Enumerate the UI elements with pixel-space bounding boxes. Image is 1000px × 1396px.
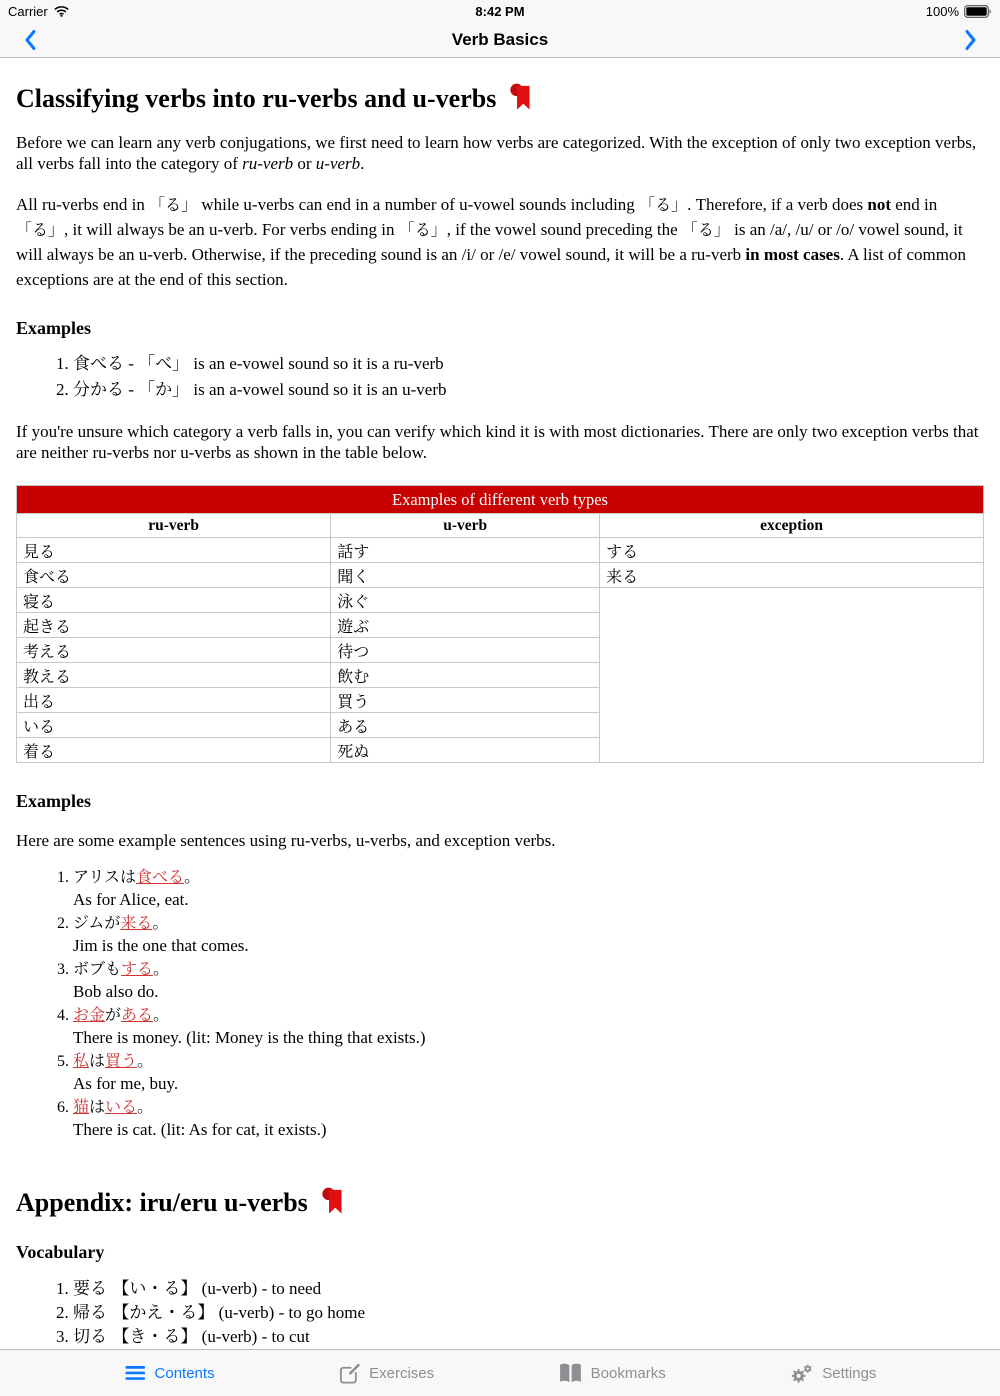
text-run: 。 <box>153 1005 170 1024</box>
text-run: in most cases <box>745 245 840 264</box>
dictionary-paragraph: If you're unsure which category a verb falls in, you can verify which kind it is with most dictionaries. There are only two exception verbs that are neither ru-verbs nor u-verbs as shown in the table below. <box>16 422 979 462</box>
table-cell: 出る <box>17 688 331 713</box>
clock-label: 8:42 PM <box>475 3 525 19</box>
jp-word-link[interactable]: お金 <box>73 1005 106 1024</box>
tab-settings[interactable] <box>789 1362 876 1385</box>
tab-exercises[interactable] <box>338 1362 434 1385</box>
text-run: All ru-verbs end in <box>16 195 150 214</box>
table-cell: 遊ぶ <box>331 613 600 638</box>
tab-bookmarks[interactable] <box>558 1362 666 1384</box>
table-cell: ある <box>331 713 600 738</box>
table-cell: 着る <box>17 738 331 763</box>
text-run: 。 <box>184 867 201 886</box>
jp-word-link[interactable]: 食べる <box>136 867 185 886</box>
text-run: 要る 【い・る】 <box>73 1279 198 1299</box>
text-run: 切る 【き・る】 <box>73 1327 198 1347</box>
translation: As for Alice, eat. <box>73 890 189 909</box>
text-run: 。 <box>137 1097 154 1116</box>
vocabulary-heading: Vocabulary <box>16 1242 105 1262</box>
bookmark-ribbon-icon[interactable] <box>321 1186 346 1216</box>
text-run: 。 <box>152 913 169 932</box>
list-item <box>73 351 984 377</box>
examples-heading-2: Examples <box>16 791 92 811</box>
text-run: 帰る 【かえ・る】 <box>73 1303 215 1323</box>
text-run: . Therefore, if a verb does <box>687 195 868 214</box>
text-run: 「る」 <box>398 220 447 239</box>
table-cell: 食べる <box>17 563 331 588</box>
section-heading-classifying <box>16 82 984 114</box>
text-run: 「る」 <box>149 195 198 214</box>
bookmark-ribbon-icon[interactable] <box>509 82 534 112</box>
contents-list-icon <box>124 1362 147 1384</box>
sentence-item <box>73 911 984 956</box>
table-cell: 聞く <box>331 563 600 588</box>
carrier-label: Carrier <box>8 3 48 19</box>
sentence-item <box>73 957 984 1002</box>
text-run: . <box>360 154 365 173</box>
translation: As for me, buy. <box>73 1074 179 1093</box>
list-item <box>73 377 984 403</box>
sentence-item <box>73 865 984 910</box>
sentence-item <box>73 1049 984 1094</box>
chevron-right-icon <box>964 30 977 50</box>
text-run: is an /a/, /u/ or /o/ vowel sound, it will always be an u-verb. Otherwise, if the preceding sound is an /i/ or /e/ vowel sound, it will be a ru-verb <box>16 220 963 264</box>
text-run: ボブも <box>73 959 122 978</box>
vocab-item <box>73 1301 984 1325</box>
text-run: while u-verbs can end in a number of u-vowel sounds including <box>197 195 640 214</box>
sentences-intro: Here are some example sentences using ru-verbs, u-verbs, and exception verbs. <box>16 831 556 850</box>
empty-exception-cell <box>600 588 984 763</box>
text-run: not <box>867 195 892 214</box>
jp-word-link[interactable]: する <box>121 959 154 978</box>
text-run: (u-verb) - to need <box>197 1279 322 1298</box>
vowel-example-list <box>16 351 984 403</box>
text-run: is an e-vowel sound so it is a ru-verb <box>189 354 444 373</box>
table-cell: 飲む <box>331 663 600 688</box>
compose-icon <box>338 1362 361 1385</box>
table-cell: 見る <box>17 538 331 563</box>
battery-percent-label: 100% <box>925 3 959 19</box>
page-title: Verb Basics <box>451 29 549 49</box>
jp-word-link[interactable]: ある <box>121 1005 154 1024</box>
tab-label: Settings <box>822 1364 877 1382</box>
table-cell: 死ぬ <box>331 738 600 763</box>
tab-label: Bookmarks <box>590 1364 666 1382</box>
text-run: 食べる <box>73 354 124 374</box>
vocab-item <box>73 1325 984 1349</box>
table-cell: 起きる <box>17 613 331 638</box>
text-run: or <box>293 154 316 173</box>
table-cell: する <box>600 538 984 563</box>
text-run: 分かる <box>73 380 124 400</box>
rules-paragraph <box>16 192 984 292</box>
back-button[interactable] <box>8 22 52 58</box>
content-area <box>0 58 1000 1349</box>
table-cell: 話す <box>331 538 600 563</box>
text-run: (u-verb) - to go home <box>214 1303 365 1322</box>
gears-icon <box>789 1362 814 1385</box>
text-run: 「べ」 <box>138 354 190 374</box>
section-heading-text: Classifying verbs into ru-verbs and u-verbs <box>16 84 497 113</box>
section-heading-appendix <box>16 1186 984 1218</box>
jp-word-link[interactable]: 買う <box>105 1051 138 1070</box>
table-cell: 寝る <box>17 588 331 613</box>
open-book-icon <box>558 1362 583 1384</box>
text-run: アリスは <box>73 867 137 886</box>
sentence-item <box>73 1095 984 1140</box>
jp-word-link[interactable]: いる <box>105 1097 138 1116</box>
table-cell: 教える <box>17 663 331 688</box>
text-run: 「か」 <box>138 380 190 400</box>
nav-bar <box>0 22 1000 58</box>
tab-label: Contents <box>154 1364 215 1382</box>
text-run: は <box>89 1051 106 1070</box>
text-run: - <box>124 380 139 399</box>
jp-word-link[interactable]: 猫 <box>73 1097 90 1116</box>
column-header-exception: exception <box>600 514 984 538</box>
table-header-row <box>17 514 984 538</box>
text-run: , if the vowel sound preceding the <box>446 220 682 239</box>
table-cell: 買う <box>331 688 600 713</box>
text-run: Before we can learn any verb conjugations, we first need to learn how verbs are categorized. With the exception of only two exception verbs, all verbs fall into the category of <box>16 133 977 173</box>
text-run: end in <box>891 195 938 214</box>
sentence-item <box>73 1003 984 1048</box>
text-run: 。 <box>153 959 170 978</box>
text-run: 「る」 <box>681 220 730 239</box>
text-run: 。 <box>137 1051 154 1070</box>
text-run: (u-verb) - to cut <box>197 1327 310 1346</box>
column-header-ru-verb: ru-verb <box>17 514 331 538</box>
verb-types-table <box>16 485 984 763</box>
text-run: ru-verb <box>242 154 294 173</box>
text-run: . A list of common exceptions are at the end of this section. <box>16 245 966 289</box>
status-bar <box>0 0 1000 22</box>
chevron-left-icon <box>24 30 37 50</box>
text-run: は <box>89 1097 106 1116</box>
text-run: - <box>124 354 139 373</box>
vocabulary-list <box>16 1277 984 1349</box>
table-row <box>17 588 984 613</box>
jp-word-link[interactable]: 私 <box>73 1051 90 1070</box>
table-cell: いる <box>17 713 331 738</box>
vocab-item <box>73 1277 984 1301</box>
translation: Bob also do. <box>73 982 159 1001</box>
text-run: is an a-vowel sound so it is an u-verb <box>189 380 447 399</box>
table-row <box>17 538 984 563</box>
jp-word-link[interactable]: 来る <box>120 913 153 932</box>
text-run: ジムが <box>73 913 121 932</box>
tab-bar <box>0 1349 1000 1396</box>
text-run: 「る」 <box>639 195 688 214</box>
intro-paragraph <box>16 132 984 174</box>
table-cell: 待つ <box>331 638 600 663</box>
text-run: u-verb <box>315 154 361 173</box>
table-cell: 泳ぐ <box>331 588 600 613</box>
text-run: 「る」 <box>16 220 65 239</box>
text-run: が <box>105 1005 122 1024</box>
section-heading-text: Appendix: iru/eru u-verbs <box>16 1188 308 1217</box>
examples-heading-1: Examples <box>16 318 92 338</box>
table-cell: 来る <box>600 563 984 588</box>
table-row <box>17 563 984 588</box>
tab-label: Exercises <box>369 1364 435 1382</box>
translation: There is money. (lit: Money is the thing that exists.) <box>73 1028 426 1047</box>
translation: There is cat. (lit: As for cat, it exists.) <box>73 1120 327 1139</box>
translation: Jim is the one that comes. <box>73 936 249 955</box>
table-cell: 考える <box>17 638 331 663</box>
tab-contents[interactable] <box>124 1362 215 1384</box>
sentence-example-list <box>16 865 984 1140</box>
text-run: , it will always be an u-verb. For verbs ending in <box>64 220 399 239</box>
table-title: Examples of different verb types <box>17 486 984 514</box>
forward-button[interactable] <box>948 22 992 58</box>
column-header-u-verb: u-verb <box>331 514 600 538</box>
